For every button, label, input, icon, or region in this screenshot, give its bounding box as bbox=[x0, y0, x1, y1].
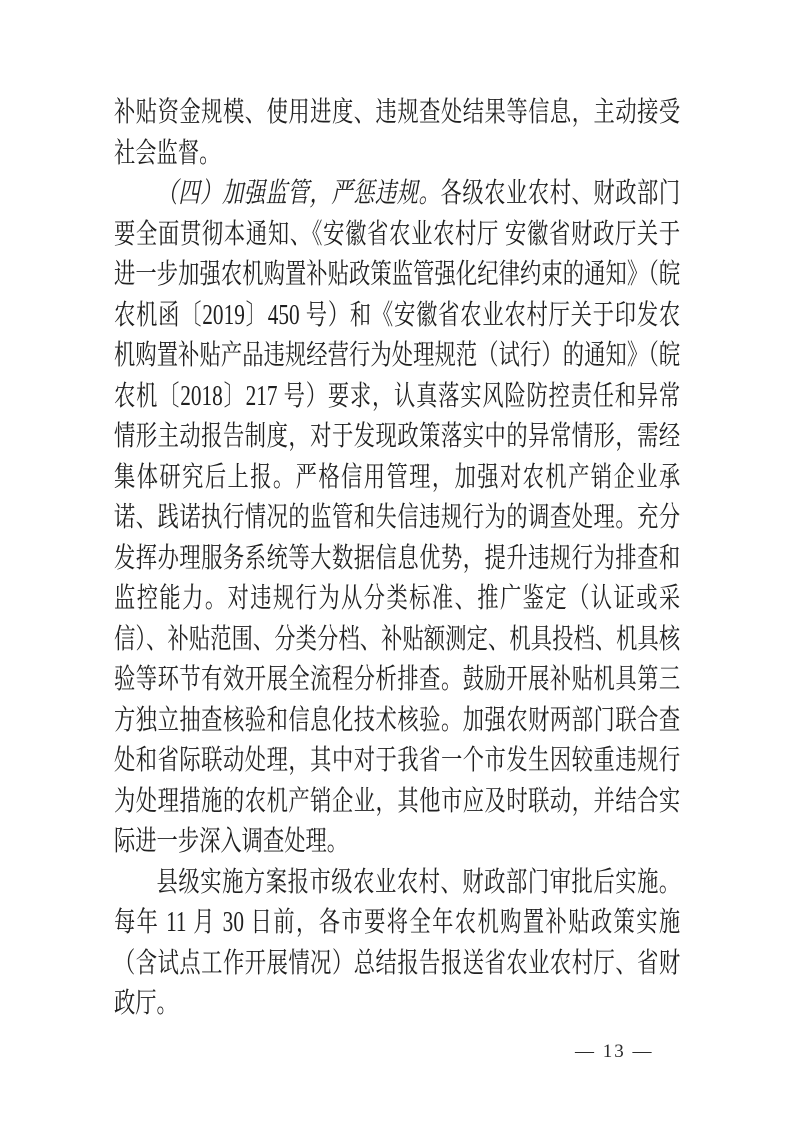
body-text-run: 县级实施方案报市级农业农村、财政部门审批后实施。每年 11 月 30 日前，各市要将全年农机购置补贴政策实施（含试点工作开展情况）总结报告报送省农业农村厅、省财政厅。 bbox=[114, 866, 681, 1019]
document-body bbox=[114, 93, 680, 1025]
body-text-run: 补贴资金规模、使用进度、违规查处结果等信息，主动接受社会监督。 bbox=[114, 97, 681, 169]
paragraph bbox=[114, 93, 680, 174]
body-text-run: 各级农业农村、财政部门要全面贯彻本通知、《安徽省农业农村厅 安徽省财政厅关于进一步加强农机购置补贴政策监管强化纪律约束的通知》（皖农机函〔2019〕450 号）和《安徽省农业农村厅关于印发农机购置补贴产品违规经营行为处理规范（试行）的通知》（皖农机〔2018〕217 号）要求，认真落实风险防控责任和异常情形主动报告制度，对于发现政策落实中的异常情形，需经集体研究后上报。严格信用管理，加强对农机产销企业承诺、践诺执行情况的监管和失信违规行为的调查处理。充分发挥办理服务系统等大数据信息优势，提升违规行为排查和监控能力。对违规行为从分类标准、推广鉴定（认证或采信）、补贴范围、分类分档、补贴额测定、机具投档、机具核验等环节有效开展全流程分析排查。鼓励开展补贴机具第三方独立抽查核验和信息化技术核验。加强农财两部门联合查处和省际联动处理，其中对于我省一个市发生因较重违规行为处理措施的农机产销企业，其他市应及时联动，并结合实际进一步深入调查处理。 bbox=[114, 178, 681, 857]
subheading-run: （四）加强监管，严惩违规。 bbox=[156, 178, 441, 209]
paragraph bbox=[114, 863, 680, 1025]
page-number: — 13 — bbox=[575, 1041, 654, 1062]
paragraph bbox=[114, 174, 680, 863]
paragraph-container bbox=[114, 93, 680, 1025]
